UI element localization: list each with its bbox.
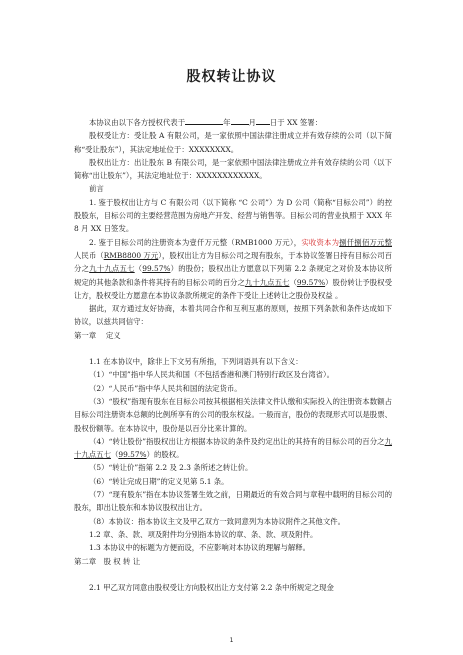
definition-item: [74, 435, 392, 462]
recital-2-text: ），股权出让方为目标公司之现有股东，于本协议签署日持有目标公司百分之: [74, 250, 392, 274]
day-label: 日于 XX 签署：: [269, 118, 323, 127]
intro-text: 本协议由以下各方授权代表于: [89, 118, 186, 127]
blank-field-day: [256, 115, 270, 125]
recital-1: 1. 鉴于股权出让方与 C 有限公司（以下简称 “C 公司”）为 D 公司（简称“目标公司”）的控股股东，目标公司的主要经营范围为房地产开发、经营与销售等。目标公司的营业执照于 XXX 年 8 月 XX 日签发。: [74, 197, 392, 234]
underlined-percentage: 99.57%: [142, 264, 171, 274]
definition-item: （5）“转让价”指第 2.2 及 2.3 条所述之转让价。: [89, 463, 253, 473]
chapter-1-heading: 第一章 定义: [74, 330, 121, 340]
definition-item: （7）“现有股东”指在本协议签署生效之前，日期最近的有效合同与章程中载明的目标公司的股东，即出让股东和本协议股权出让方。: [74, 490, 392, 513]
underlined-amount: RMB8800 万元: [103, 250, 159, 260]
highlighted-text: 实收资本为: [301, 237, 340, 247]
blank-field-date: [185, 115, 223, 125]
recital-2-text: 人民币（: [74, 250, 104, 260]
definition-text: （4）“转让股份”指股权出让方根据本协议的条件及约定出让的其持有的目标公司的百分之: [89, 436, 385, 446]
underlined-percentage: 99.57%: [118, 450, 147, 460]
definition-text: ）的股权。: [146, 450, 184, 460]
recital-2-text: （: [289, 277, 297, 287]
recital-2-text: ）的股份；股权出让方愿意以下列第 2.2 条规定之对价及本协议所规定的其他条款和条件将其持有的目标公司的百分之: [74, 264, 392, 287]
definition-intro: 1.1 在本协议中，除非上下文另有所指，下列词语具有以下含义：: [89, 357, 303, 367]
spacer: [74, 342, 392, 355]
recital-2-text: ）股份转让予股权受让方，股权受让方愿意在本协议条款所规定的条件下受让上述转让之股份及权益 。: [74, 277, 392, 300]
month-label: 月: [248, 118, 256, 127]
definition-text: （: [110, 450, 119, 460]
underlined-percentage: 99.57%: [296, 277, 326, 287]
recital-2-text: 2. 鉴于目标公司的注册资本为壹仟万元整（RMB1000 万元），: [89, 237, 302, 247]
recital-2: [74, 236, 392, 302]
definition-item: （1）“中国”指中华人民共和国（不包括香港和澳门特别行政区及台湾省）。: [89, 370, 335, 380]
blank-field-month: [231, 115, 249, 125]
definition-item: 1.3 本协议中的标题为方便而设，不应影响对本协议的理解与解释。: [89, 543, 311, 553]
section-2-1: 2.1 甲乙双方同意由股权受让方向股权出让方支付第 2.2 条中所规定之现金: [89, 582, 334, 592]
recital-3: 据此，双方通过友好协商，本着共同合作和互利互惠的原则，按照下列条款和条件达成如下协议，以兹共同信守：: [74, 304, 392, 327]
year-label: 年: [223, 118, 231, 127]
underlined-percentage: 九十九点五七: [74, 436, 392, 460]
intro-signing-line: [74, 115, 392, 129]
recital-2-text: （: [134, 264, 143, 274]
definition-item: （8）本协议：指本协议主文及甲乙双方一致同意列为本协议附件之其他文件。: [89, 516, 345, 526]
definition-item: （6）“转让完成日期”的定义见第 5.1 条。: [89, 476, 229, 486]
underlined-amount: 捌仟捌佰万元整: [339, 237, 392, 247]
underlined-percentage: 九十九点五七: [244, 277, 290, 287]
definition-item: （3）“股权”指现有股东在目标公司按其根据相关法律文件认缴和实际投入的注册资本数额占目标公司注册资本总额的比例所享有的公司的股东权益。一般而言，股份的表现形式可以是股票、股权份额等。在本协议中，股份是以百分比来计算的。: [74, 396, 392, 433]
definition-item: （2）“人民币”指中华人民共和国的法定货币。: [89, 383, 242, 393]
preface-heading: 前言: [89, 184, 104, 194]
transferee-paragraph: 股权受让方：受让股 A 有限公司，是一家依照中国法律注册成立并有效存续的公司（以下简称“受让股东”），其法定地址位于：XXXXXXXX。: [74, 131, 392, 154]
transferor-paragraph: 股权出让方：出让股东 B 有限公司，是一家依照中国法律注册成立并有效存续的公司（以下简称“出让股东”），其法定地址位于：XXXXXXXXXXXX。: [74, 157, 392, 181]
document-body: [74, 115, 392, 594]
spacer: [74, 568, 392, 581]
underlined-percentage: 九十九点五七: [89, 264, 135, 274]
definition-item: 1.2 章、条、款、项及附件均分别指本协议的章、条、款、项及附件。: [89, 529, 318, 539]
chapter-2-heading: 第二章 股 权 转 让: [74, 556, 141, 566]
page-title: 股权转让协议: [186, 69, 277, 85]
page-number: 1: [229, 637, 234, 644]
